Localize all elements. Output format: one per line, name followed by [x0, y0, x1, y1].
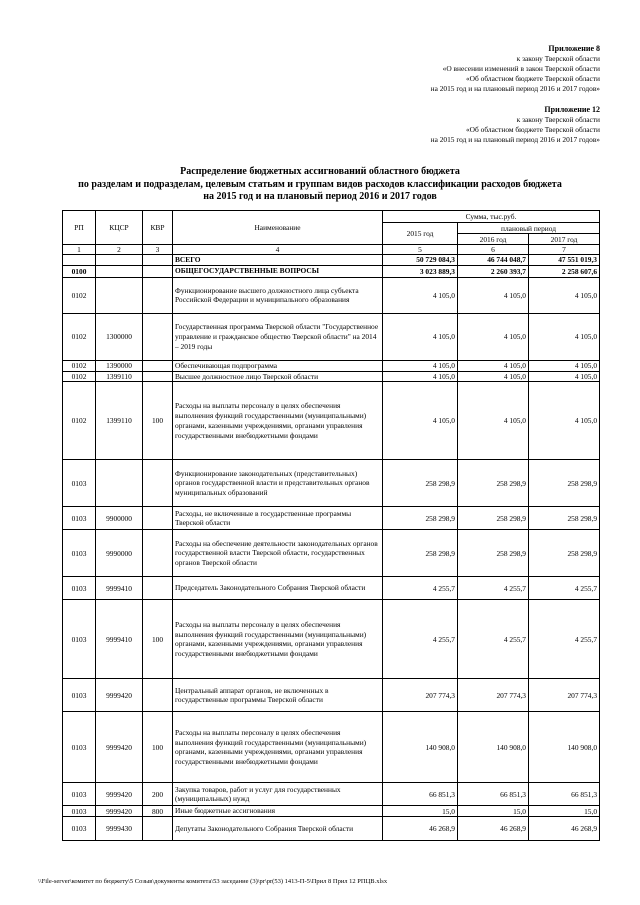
- appendix-line: на 2015 год и на плановый период 2016 и 2017 годов»: [430, 84, 600, 93]
- cell-name: Расходы на выплаты персоналу в целях обеспечения выполнения функций государственными (муниципальными) органами, казенными учреждениями, органами управления государственными внебюджетными фондами: [173, 712, 383, 783]
- cell-2017: 4 255,7: [529, 577, 600, 600]
- appendix-line: «Об областном бюджете Тверской области: [465, 74, 600, 83]
- cell-rp: 0102: [63, 313, 96, 360]
- cell-2015: 50 729 084,3: [383, 255, 458, 266]
- appendix-8-header: [431, 44, 600, 94]
- cell-2017: 47 551 019,3: [529, 255, 600, 266]
- table-row: [63, 360, 600, 371]
- column-number-row: [63, 245, 600, 255]
- cell-kcsr: 9999420: [96, 679, 143, 712]
- cell-kvr: [143, 679, 173, 712]
- cell-2016: 4 105,0: [458, 382, 529, 460]
- cell-2017: 4 105,0: [529, 277, 600, 313]
- cell-2015: 4 105,0: [383, 382, 458, 460]
- cell-kvr: 800: [143, 806, 173, 817]
- cell-2016: 140 908,0: [458, 712, 529, 783]
- cell-2017: 15,0: [529, 806, 600, 817]
- cell-2016: 2 260 393,7: [458, 265, 529, 277]
- cell-kcsr: 9999430: [96, 817, 143, 841]
- cell-kcsr: 9999410: [96, 600, 143, 679]
- cell-2015: 258 298,9: [383, 507, 458, 530]
- table-row: [63, 277, 600, 313]
- cell-name: Центральный аппарат органов, не включенных в государственные программы Тверской области: [173, 679, 383, 712]
- header-rp: РП: [63, 211, 96, 245]
- table-row: [63, 255, 600, 266]
- cell-2016: 258 298,9: [458, 460, 529, 507]
- cell-2016: 46 268,9: [458, 817, 529, 841]
- cell-kvr: [143, 277, 173, 313]
- cell-name: Расходы на обеспечение деятельности законодательных органов государственной власти Тверской области, государственных органов Тверской области: [173, 530, 383, 577]
- cell-2015: 4 255,7: [383, 600, 458, 679]
- cell-rp: 0103: [63, 460, 96, 507]
- cell-rp: 0103: [63, 806, 96, 817]
- col-num: 7: [529, 245, 600, 255]
- cell-kcsr: [96, 277, 143, 313]
- table-row: [63, 265, 600, 277]
- cell-rp: 0103: [63, 679, 96, 712]
- cell-name: Председатель Законодательного Собрания Тверской области: [173, 577, 383, 600]
- cell-kcsr: 9999420: [96, 806, 143, 817]
- cell-2017: 4 105,0: [529, 313, 600, 360]
- cell-rp: [63, 255, 96, 266]
- cell-2015: 3 023 889,3: [383, 265, 458, 277]
- cell-2015: 4 105,0: [383, 313, 458, 360]
- cell-2015: 4 255,7: [383, 577, 458, 600]
- cell-kvr: [143, 817, 173, 841]
- appendix-title: Приложение 12: [544, 105, 600, 114]
- cell-name: Расходы, не включенные в государственные программы Тверской области: [173, 507, 383, 530]
- header-kvr: КВР: [143, 211, 173, 245]
- cell-name: Закупка товаров, работ и услуг для государственных (муниципальных) нужд: [173, 783, 383, 806]
- cell-kvr: [143, 313, 173, 360]
- cell-2015: 4 105,0: [383, 277, 458, 313]
- table-row: [63, 712, 600, 783]
- cell-2017: 207 774,3: [529, 679, 600, 712]
- cell-2016: 258 298,9: [458, 530, 529, 577]
- cell-rp: 0103: [63, 577, 96, 600]
- cell-kvr: [143, 265, 173, 277]
- cell-name: Функционирование высшего должностного лица субъекта Российской Федерации и муниципального образования: [173, 277, 383, 313]
- title-line: по разделам и подразделам, целевым статьям и группам видов расходов классификации расходов бюджета: [78, 178, 562, 190]
- cell-2016: 4 105,0: [458, 313, 529, 360]
- col-num: 1: [63, 245, 96, 255]
- cell-kvr: [143, 460, 173, 507]
- cell-2015: 140 908,0: [383, 712, 458, 783]
- cell-rp: 0103: [63, 530, 96, 577]
- cell-kvr: [143, 507, 173, 530]
- cell-rp: 0100: [63, 265, 96, 277]
- cell-2017: 66 851,3: [529, 783, 600, 806]
- header-2017: 2017 год: [529, 234, 600, 245]
- table-row: [63, 817, 600, 841]
- cell-2015: 15,0: [383, 806, 458, 817]
- cell-2017: 4 255,7: [529, 600, 600, 679]
- cell-rp: 0102: [63, 360, 96, 371]
- cell-kvr: [143, 371, 173, 382]
- cell-kcsr: [96, 460, 143, 507]
- table-row: [63, 507, 600, 530]
- cell-2017: 4 105,0: [529, 360, 600, 371]
- col-num: 6: [458, 245, 529, 255]
- cell-2016: 15,0: [458, 806, 529, 817]
- appendix-line: «Об областном бюджете Тверской области: [465, 125, 600, 134]
- appendix-12-header: [431, 105, 600, 145]
- appendix-line: на 2015 год и на плановый период 2016 и 2017 годов»: [430, 135, 600, 144]
- header-2016: 2016 год: [458, 234, 529, 245]
- cell-kvr: [143, 530, 173, 577]
- cell-2016: 4 255,7: [458, 577, 529, 600]
- table-row: [63, 530, 600, 577]
- cell-2016: 46 744 048,7: [458, 255, 529, 266]
- cell-2015: 258 298,9: [383, 530, 458, 577]
- cell-name: Обеспечивающая подпрограмма: [173, 360, 383, 371]
- cell-name: Государственная программа Тверской области "Государственное управление и гражданское общество Тверской области" на 2014 – 2019 годы: [173, 313, 383, 360]
- table-row: [63, 371, 600, 382]
- header-planned: плановый период: [458, 223, 600, 234]
- cell-kcsr: 9900000: [96, 507, 143, 530]
- cell-kcsr: [96, 265, 143, 277]
- appendix-line: «О внесении изменений в закон Тверской области: [442, 64, 600, 73]
- cell-kcsr: [96, 255, 143, 266]
- cell-2016: 4 255,7: [458, 600, 529, 679]
- cell-kvr: [143, 255, 173, 266]
- cell-rp: 0102: [63, 382, 96, 460]
- table-row: [63, 600, 600, 679]
- cell-name: Функционирование законодательных (представительных) органов государственной власти и представительных органов муниципальных образований: [173, 460, 383, 507]
- cell-2015: 258 298,9: [383, 460, 458, 507]
- cell-2017: 4 105,0: [529, 382, 600, 460]
- header-2015: 2015 год: [383, 223, 458, 245]
- title-line: на 2015 год и на плановый период 2016 и 2017 годов: [203, 191, 437, 202]
- col-num: 4: [173, 245, 383, 255]
- col-num: 3: [143, 245, 173, 255]
- cell-kvr: 200: [143, 783, 173, 806]
- cell-2017: 258 298,9: [529, 530, 600, 577]
- cell-rp: 0103: [63, 783, 96, 806]
- cell-2015: 4 105,0: [383, 371, 458, 382]
- file-path-footer: \\File-server\комитет по бюджету\5 Созыв\документы комитета\53 заседание (3)\pr\pr(53) 1413-П-5\Прил 8 Прил 12 РПЦВ.xlsx: [38, 878, 388, 885]
- cell-name: ВСЕГО: [173, 255, 383, 266]
- cell-rp: 0103: [63, 712, 96, 783]
- cell-kcsr: 9999410: [96, 577, 143, 600]
- cell-name: Расходы на выплаты персоналу в целях обеспечения выполнения функций государственными (муниципальными) органами, казенными учреждениями, органами управления государственными внебюджетными фондами: [173, 382, 383, 460]
- cell-2016: 4 105,0: [458, 360, 529, 371]
- cell-2015: 4 105,0: [383, 360, 458, 371]
- table-row: [63, 382, 600, 460]
- appendix-title: Приложение 8: [548, 44, 600, 53]
- table-row: [63, 679, 600, 712]
- table-row: [63, 783, 600, 806]
- appendix-line: к закону Тверской области: [516, 115, 600, 124]
- cell-kcsr: 9990000: [96, 530, 143, 577]
- cell-2015: 46 268,9: [383, 817, 458, 841]
- title-line: Распределение бюджетных ассигнований областного бюджета: [180, 166, 460, 177]
- header-sum: Сумма, тыс.руб.: [383, 211, 600, 223]
- appendix-line: к закону Тверской области: [516, 54, 600, 63]
- col-num: 5: [383, 245, 458, 255]
- cell-2017: 140 908,0: [529, 712, 600, 783]
- cell-kvr: 100: [143, 712, 173, 783]
- cell-name: Иные бюджетные ассигнования: [173, 806, 383, 817]
- cell-kcsr: 1390000: [96, 360, 143, 371]
- cell-2016: 258 298,9: [458, 507, 529, 530]
- cell-kcsr: 9999420: [96, 783, 143, 806]
- table-row: [63, 806, 600, 817]
- cell-2015: 66 851,3: [383, 783, 458, 806]
- cell-kcsr: 1399110: [96, 382, 143, 460]
- cell-rp: 0103: [63, 817, 96, 841]
- table-row: [63, 577, 600, 600]
- cell-kcsr: 1399110: [96, 371, 143, 382]
- cell-2017: 2 258 607,6: [529, 265, 600, 277]
- cell-name: Высшее должностное лицо Тверской области: [173, 371, 383, 382]
- budget-table: [62, 210, 600, 841]
- cell-kcsr: 9999420: [96, 712, 143, 783]
- cell-kvr: [143, 577, 173, 600]
- cell-2015: 207 774,3: [383, 679, 458, 712]
- cell-kcsr: 1300000: [96, 313, 143, 360]
- cell-name: ОБЩЕГОСУДАРСТВЕННЫЕ ВОПРОСЫ: [173, 265, 383, 277]
- cell-2017: 46 268,9: [529, 817, 600, 841]
- cell-rp: 0102: [63, 371, 96, 382]
- cell-2016: 207 774,3: [458, 679, 529, 712]
- document-title: [40, 166, 600, 204]
- cell-2017: 258 298,9: [529, 460, 600, 507]
- cell-2017: 258 298,9: [529, 507, 600, 530]
- table-body: [63, 255, 600, 841]
- cell-2016: 66 851,3: [458, 783, 529, 806]
- cell-2016: 4 105,0: [458, 277, 529, 313]
- cell-2016: 4 105,0: [458, 371, 529, 382]
- cell-rp: 0103: [63, 600, 96, 679]
- cell-name: Расходы на выплаты персоналу в целях обеспечения выполнения функций государственными (муниципальными) органами, казенными учреждениями, органами управления государственными внебюджетными фондами: [173, 600, 383, 679]
- header-kcsr: КЦСР: [96, 211, 143, 245]
- cell-kvr: 100: [143, 600, 173, 679]
- cell-kvr: 100: [143, 382, 173, 460]
- table-row: [63, 313, 600, 360]
- cell-name: Депутаты Законодательного Собрания Тверской области: [173, 817, 383, 841]
- col-num: 2: [96, 245, 143, 255]
- cell-2017: 4 105,0: [529, 371, 600, 382]
- cell-rp: 0103: [63, 507, 96, 530]
- cell-kvr: [143, 360, 173, 371]
- header-name: Наименование: [173, 211, 383, 245]
- cell-rp: 0102: [63, 277, 96, 313]
- table-row: [63, 460, 600, 507]
